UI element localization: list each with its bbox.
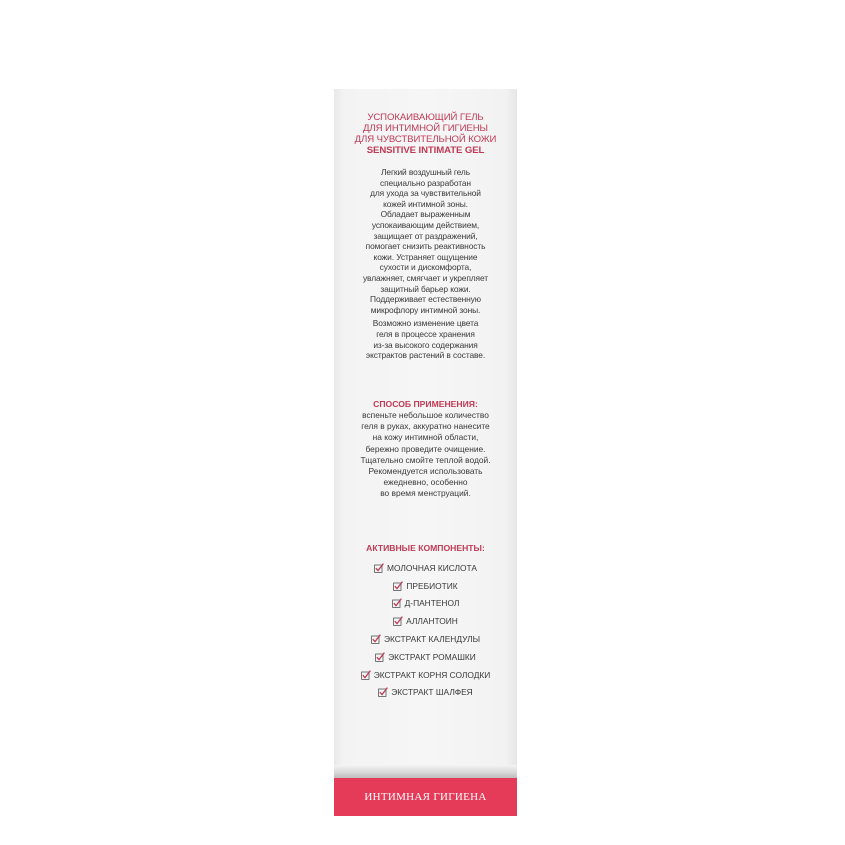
component-label: АЛЛАНТОИН <box>406 616 458 627</box>
description-line: кожей интимной зоны. <box>383 198 468 209</box>
usage-line: бережно проведите очищение. <box>365 443 486 454</box>
category-band <box>334 778 517 816</box>
description <box>334 167 517 361</box>
usage-heading: СПОСОБ ПРИМЕНЕНИЯ: <box>373 399 478 409</box>
category-band-label: ИНТИМНАЯ ГИГИЕНА <box>364 791 487 803</box>
title-line: ДЛЯ ИНТИМНОЙ ГИГИЕНЫ <box>363 123 488 134</box>
component-item <box>334 559 517 577</box>
component-label: ПРЕБИОТИК <box>406 580 458 591</box>
component-item <box>334 648 517 666</box>
usage-instructions <box>334 410 517 500</box>
description-line: геля в процессе хранения <box>376 328 475 339</box>
title-line: УСПОКАИВАЮЩИЙ ГЕЛЬ <box>367 112 484 123</box>
product-title <box>334 112 517 156</box>
usage-line: во время менструаций. <box>380 488 471 499</box>
silver-stripe <box>334 765 517 778</box>
usage-line: геля в руках, аккуратно нанесите <box>361 421 490 432</box>
checkbox-check-icon <box>393 616 403 626</box>
component-item <box>334 666 517 684</box>
description-paragraph <box>334 167 517 315</box>
component-item <box>334 684 517 702</box>
description-line: защищает от раздражений, <box>373 230 478 241</box>
component-item <box>334 630 517 648</box>
components-heading: АКТИВНЫЕ КОМПОНЕНТЫ: <box>366 543 485 553</box>
checkbox-check-icon <box>361 670 371 680</box>
component-label: ЭКСТРАКТ КОРНЯ СОЛОДКИ <box>373 669 491 680</box>
description-line: Поддерживает естественную <box>370 294 481 305</box>
usage-line: вспеньте небольшое количество <box>362 410 489 420</box>
description-line: Возможно изменение цвета <box>372 318 479 329</box>
description-line: для ухода за чувствительной <box>370 188 481 199</box>
product-subtitle: SENSITIVE INTIMATE GEL <box>366 145 485 156</box>
component-label: ЭКСТРАКТ ШАЛФЕЯ <box>391 687 473 698</box>
usage-line: Рекомендуется использовать <box>368 466 483 477</box>
description-line: сухости и дискомфорта, <box>379 262 472 273</box>
checkbox-check-icon <box>392 598 402 608</box>
usage-line: Тщательно смойте теплой водой. <box>360 454 491 465</box>
description-line: увлажняет, смягчает и укрепляет <box>362 272 489 283</box>
description-line: Обладает выраженным <box>380 209 471 220</box>
title-line: ДЛЯ ЧУВСТВИТЕЛЬНОЙ КОЖИ <box>354 134 497 145</box>
description-line: специально разработан <box>380 177 471 188</box>
checkbox-check-icon <box>371 634 381 644</box>
description-line: кожи. Устраняет ощущение <box>373 251 478 262</box>
description-line: из-за высокого содержания <box>373 339 478 350</box>
component-item <box>334 577 517 595</box>
description-line: Легкий воздушный гель <box>381 167 470 177</box>
checkbox-check-icon <box>374 563 384 573</box>
description-line: микрофлору интимной зоны. <box>370 304 481 315</box>
component-label: ЭКСТРАКТ КАЛЕНДУЛЫ <box>383 634 481 645</box>
checkbox-check-icon <box>393 581 403 591</box>
component-label: ЭКСТРАКТ РОМАШКИ <box>388 651 476 662</box>
description-line: защитный барьер кожи. <box>380 283 471 294</box>
description-paragraph <box>334 318 517 360</box>
checkbox-check-icon <box>375 652 385 662</box>
description-line: экстрактов растений в составе. <box>365 350 486 361</box>
component-item <box>334 595 517 613</box>
description-line: успокаивающим действием, <box>371 219 480 230</box>
component-label: Д-ПАНТЕНОЛ <box>404 598 460 609</box>
components-list <box>334 559 517 701</box>
component-label: МОЛОЧНАЯ КИСЛОТА <box>387 562 477 573</box>
description-line: помогает снизить реактивность <box>365 241 486 252</box>
usage-line: ежедневно, особенно <box>383 477 468 488</box>
usage-line: на кожу интимной области, <box>372 432 479 443</box>
component-item <box>334 612 517 630</box>
checkbox-check-icon <box>378 687 388 697</box>
product-box-back <box>334 89 517 816</box>
